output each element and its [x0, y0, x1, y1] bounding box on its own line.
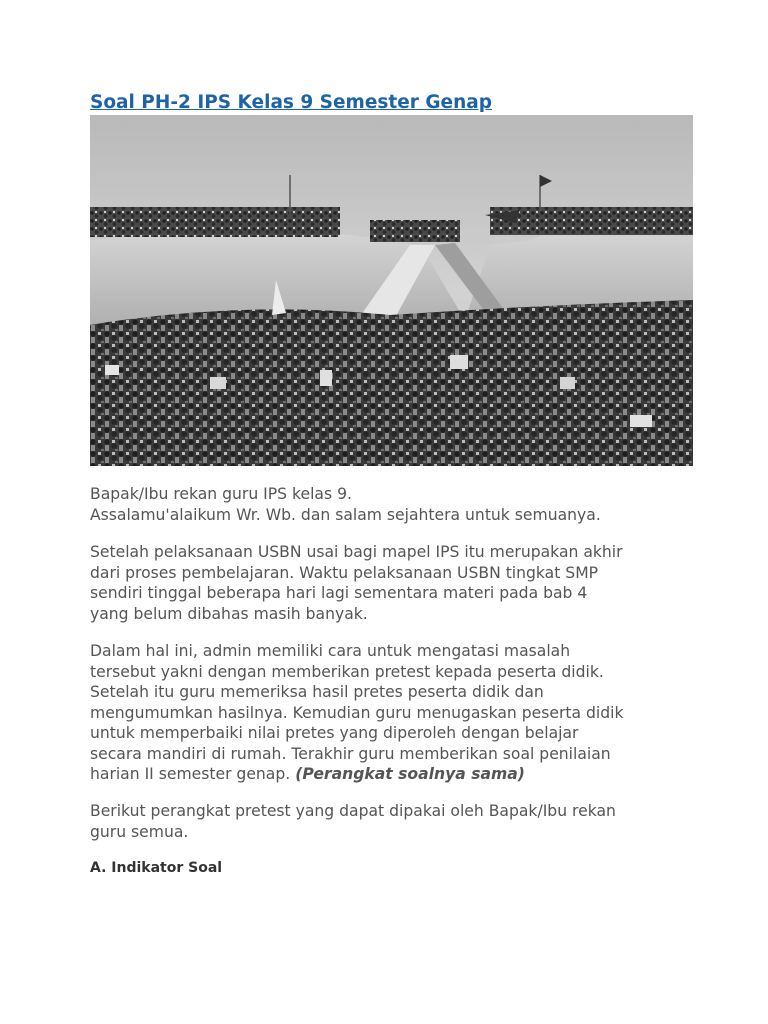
crowd-photo-illustration: [90, 115, 693, 466]
emphasis-note: (Perangkat soalnya sama): [295, 765, 525, 783]
text-line: Assalamu'alaikum Wr. Wb. dan salam sejahtera untuk semuanya.: [90, 505, 601, 524]
paragraph-greeting: [90, 484, 696, 525]
paragraph-closing: [90, 801, 696, 842]
text-line: Berikut perangkat pretest yang dapat dipakai oleh Bapak/Ibu rekan: [90, 802, 616, 820]
text-line: tersebut yakni dengan memberikan pretest kepada peserta didik.: [90, 662, 604, 681]
text-line: sendiri tinggal beberapa hari lagi sementara materi pada bab 4: [90, 584, 588, 602]
text-line: Bapak/Ibu rekan guru IPS kelas 9.: [90, 485, 352, 503]
paragraph-usbn: [90, 542, 696, 624]
text-line: secara mandiri di rumah. Terakhir guru memberikan soal penilaian: [90, 744, 611, 763]
article-title-link[interactable]: Soal PH-2 IPS Kelas 9 Semester Genap: [90, 92, 492, 113]
text-line: [90, 764, 696, 785]
text-line: guru semua.: [90, 822, 189, 841]
crowd-photo: [90, 115, 693, 466]
paragraph-pretest: [90, 641, 696, 785]
text-line: untuk memperbaiki nilai pretes yang diperoleh dengan belajar: [90, 724, 579, 742]
text-line: dari proses pembelajaran. Waktu pelaksanaan USBN tingkat SMP: [90, 563, 599, 582]
text-line: Setelah pelaksanaan USBN usai bagi mapel IPS itu merupakan akhir: [90, 543, 623, 561]
text-line: Setelah itu guru memeriksa hasil pretes peserta didik dan: [90, 683, 544, 701]
text-line: yang belum dibahas masih banyak.: [90, 604, 368, 623]
section-heading: A. Indikator Soal: [90, 860, 223, 876]
text-line: mengumumkan hasilnya. Kemudian guru menugaskan peserta didik: [90, 703, 624, 722]
text-line: Dalam hal ini, admin memiliki cara untuk mengatasi masalah: [90, 642, 571, 660]
text-line-part: harian II semester genap.: [90, 765, 296, 783]
